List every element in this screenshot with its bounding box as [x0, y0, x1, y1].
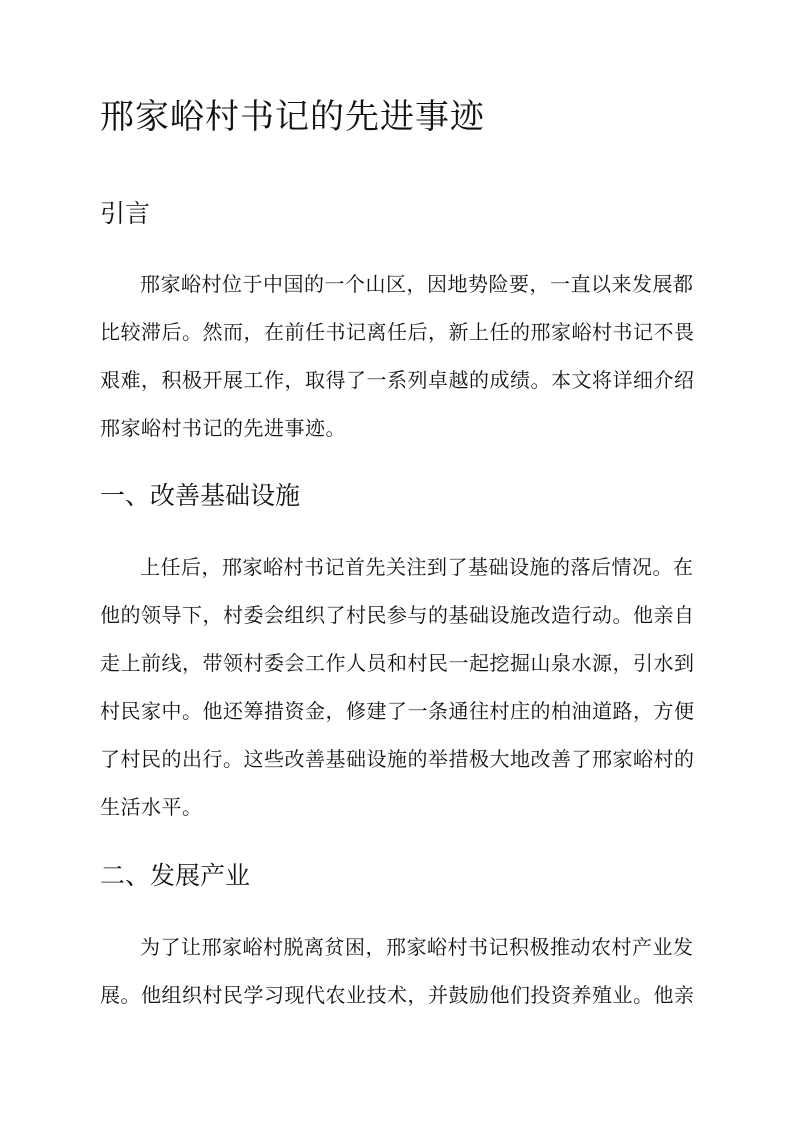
- section-heading-industry: 二、发展产业: [100, 861, 251, 890]
- paragraph-line: 生活水平。: [100, 795, 203, 819]
- section-paragraph-intro: [100, 260, 700, 452]
- paragraph-line: 邢家峪村书记的先进事迹。: [100, 416, 346, 440]
- paragraph-line: 他的领导下，村委会组织了村民参与的基础设施改造行动。他亲自: [100, 603, 695, 627]
- paragraph-line: 村民家中。他还筹措资金，修建了一条通往村庄的柏油道路，方便: [100, 699, 695, 723]
- section-paragraph-industry: [100, 923, 700, 1019]
- paragraph-line: 邢家峪村位于中国的一个山区，因地势险要，一直以来发展都: [140, 272, 694, 296]
- paragraph-line: 了村民的出行。这些改善基础设施的举措极大地改善了邢家峪村的: [100, 747, 695, 771]
- paragraph-line: 走上前线，带领村委会工作人员和村民一起挖掘山泉水源，引水到: [100, 651, 695, 675]
- paragraph-line: 为了让邢家峪村脱离贫困，邢家峪村书记积极推动农村产业发: [140, 935, 694, 959]
- section-heading-infrastructure: 一、改善基础设施: [100, 481, 301, 510]
- paragraph-line: 上任后，邢家峪村书记首先关注到了基础设施的落后情况。在: [140, 555, 694, 579]
- paragraph-line: 展。他组织村民学习现代农业技术，并鼓励他们投资养殖业。他亲: [100, 983, 695, 1007]
- section-paragraph-infrastructure: [100, 543, 700, 831]
- section-heading-intro: 引言: [100, 199, 151, 228]
- document-title: 邢家峪村书记的先进事迹: [100, 97, 485, 137]
- paragraph-line: 比较滞后。然而，在前任书记离任后，新上任的邢家峪村书记不畏: [100, 320, 695, 344]
- paragraph-line: 艰难，积极开展工作，取得了一系列卓越的成绩。本文将详细介绍: [100, 368, 695, 392]
